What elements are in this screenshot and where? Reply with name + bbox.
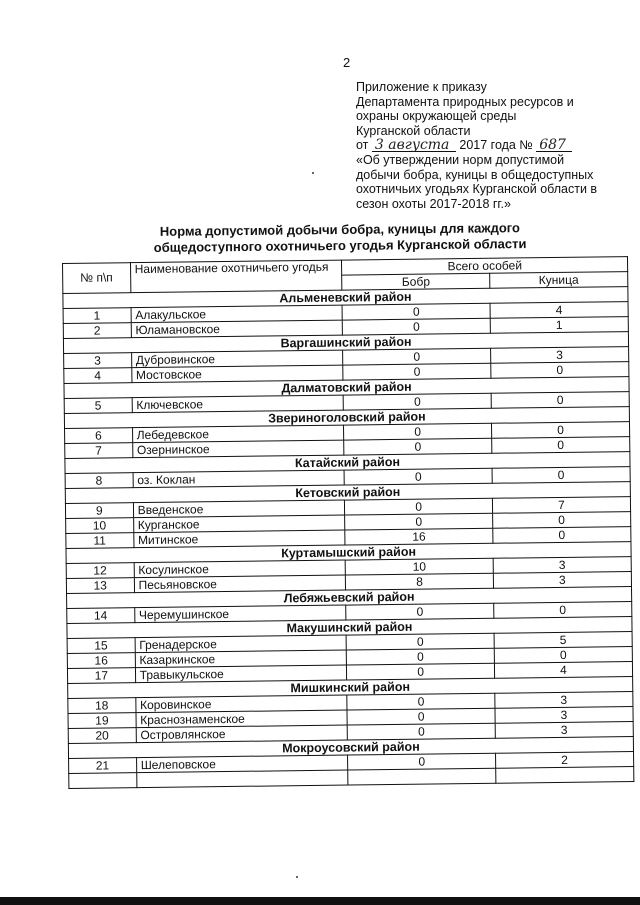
row-number: 18 <box>68 698 136 714</box>
district-name: Лебяжьевский район <box>67 587 632 609</box>
hunting-ground-name: Митинское <box>133 530 345 548</box>
beaver-quota: 0 <box>343 363 491 380</box>
beaver-quota: 0 <box>345 513 493 530</box>
hunting-ground-name: оз. Коклан <box>133 470 345 488</box>
handwritten-date: 3 августа <box>372 139 456 152</box>
marten-quota: 0 <box>492 437 630 454</box>
row-number: 3 <box>64 353 132 369</box>
row-number: 16 <box>67 653 135 669</box>
header-marten: Куница <box>490 272 628 289</box>
district-name: Макушинский район <box>67 617 632 639</box>
district-name: Катайский район <box>65 452 630 474</box>
beaver-quota: 10 <box>346 558 494 575</box>
hunting-ground-name: Лебедевское <box>132 425 344 443</box>
row-number: 21 <box>69 758 137 774</box>
header-total: Всего особей <box>342 257 628 275</box>
district-name: Далматовский район <box>64 377 629 399</box>
marten-quota: 3 <box>495 707 633 724</box>
row-number: 12 <box>66 563 134 579</box>
beaver-quota: 0 <box>348 753 496 770</box>
marten-quota: 0 <box>491 422 629 439</box>
header-num: № п\п <box>63 263 131 294</box>
district-name: Куртамышский район <box>66 542 631 564</box>
beaver-quota: 0 <box>347 708 495 725</box>
quota-table-wrapper <box>62 256 634 789</box>
beaver-quota: 0 <box>343 318 491 335</box>
marten-quota: 0 <box>494 602 632 619</box>
row-number: 7 <box>65 443 133 459</box>
marten-quota: 3 <box>493 557 631 574</box>
hunting-ground-name: Краснознаменское <box>136 710 348 728</box>
row-number: 20 <box>68 728 136 744</box>
marten-quota: 3 <box>495 692 633 709</box>
row-number: 13 <box>66 578 134 594</box>
marten-quota: 3 <box>495 722 633 739</box>
marten-quota: 2 <box>495 752 633 769</box>
beaver-quota: 8 <box>346 573 494 590</box>
marten-quota: 0 <box>493 527 631 544</box>
hunting-ground-name: Дубровинское <box>131 350 343 368</box>
hunting-ground-name: Островлянское <box>136 725 348 743</box>
handwritten-order-number: 687 <box>536 139 572 152</box>
hunting-ground-name: Курганское <box>133 515 345 533</box>
row-number: 17 <box>67 668 135 684</box>
marten-quota: 4 <box>490 302 628 319</box>
hunting-ground-name: Черемушинское <box>134 605 346 623</box>
marten-quota: 7 <box>492 497 630 514</box>
beaver-quota: 0 <box>344 468 492 485</box>
marten-quota: 4 <box>494 662 632 679</box>
beaver-quota: 0 <box>342 303 490 320</box>
marten-quota: 3 <box>493 572 631 589</box>
appendix-line: охраны окружающей среды <box>356 109 517 124</box>
beaver-quota: 0 <box>344 438 492 455</box>
hunting-ground-name: Казаркинское <box>135 650 347 668</box>
marten-quota: 5 <box>494 632 632 649</box>
appendix-line: добычи бобра, куницы в общедоступных <box>356 167 594 182</box>
hunting-ground-name: Коровинское <box>135 695 347 713</box>
row-number: 11 <box>66 533 134 549</box>
scan-speck <box>312 172 314 174</box>
scan-edge <box>0 897 640 905</box>
row-number: 15 <box>67 638 135 654</box>
marten-quota: 0 <box>491 392 629 409</box>
row-number: 10 <box>66 518 134 534</box>
district-name: Кетовский район <box>65 482 630 504</box>
appendix-line: Курганской области <box>356 123 471 138</box>
hunting-ground-name: Косулинское <box>134 560 346 578</box>
title-line: общедоступного охотничьего угодья Курганской области <box>153 236 527 255</box>
scan-speck <box>296 876 298 878</box>
header-name: Наименование охотничьего угодья <box>130 260 342 293</box>
row-number: 1 <box>63 308 131 324</box>
table-body <box>63 287 634 789</box>
beaver-quota: 16 <box>345 528 493 545</box>
appendix-line: охотничьих угодьях Курганской области в <box>356 182 598 197</box>
beaver-quota: 0 <box>344 423 492 440</box>
hunting-ground-name: Озернинское <box>132 440 344 458</box>
marten-quota: 0 <box>492 512 630 529</box>
document-title <box>150 220 530 256</box>
beaver-quota: 0 <box>343 348 491 365</box>
appendix-line: сезон охоты 2017-2018 гг.» <box>356 196 511 211</box>
hunting-ground-name: Ключевское <box>132 395 344 413</box>
appendix-line: «Об утверждении норм допустимой <box>356 152 565 167</box>
row-number: 2 <box>63 323 131 339</box>
appendix-line: Приложение к приказу <box>356 80 487 94</box>
hunting-ground-name: Песьяновское <box>134 575 346 593</box>
order-date-line <box>356 138 626 153</box>
beaver-quota: 0 <box>347 693 495 710</box>
marten-quota: 0 <box>494 647 632 664</box>
header-beaver: Бобр <box>342 273 490 290</box>
hunting-ground-name: Юламановское <box>131 320 343 338</box>
appendix-line: Департамента природных ресурсов и <box>356 94 574 109</box>
row-number: 5 <box>64 398 132 414</box>
hunting-ground-name: Гренадерское <box>135 635 347 653</box>
appendix-block <box>356 80 626 211</box>
row-number: 6 <box>65 428 133 444</box>
row-number: 9 <box>65 503 133 519</box>
hunting-ground-name: Шелеповское <box>136 755 348 773</box>
title-line: Норма допустимой добычи бобра, куницы для каждого <box>159 220 521 239</box>
beaver-quota: 0 <box>345 498 493 515</box>
order-year: 2017 года № <box>459 138 533 153</box>
hunting-ground-name: Травыкульское <box>135 665 347 683</box>
hunting-ground-name: Введенское <box>133 500 345 518</box>
district-name: Звериноголовский район <box>64 407 629 429</box>
beaver-quota: 0 <box>347 633 495 650</box>
row-number: 8 <box>65 473 133 489</box>
district-name: Альменевский район <box>63 287 628 309</box>
beaver-quota: 0 <box>347 648 495 665</box>
row-number: 14 <box>67 608 135 624</box>
beaver-quota: 0 <box>344 393 492 410</box>
marten-quota: 3 <box>490 347 628 364</box>
row-number: 19 <box>68 713 136 729</box>
district-name: Мишкинский район <box>68 677 633 699</box>
beaver-quota: 0 <box>348 723 496 740</box>
hunting-ground-name: Алакульское <box>131 305 343 323</box>
beaver-quota: 0 <box>347 663 495 680</box>
marten-quota: 1 <box>490 317 628 334</box>
marten-quota: 0 <box>491 362 629 379</box>
beaver-quota: 0 <box>346 603 494 620</box>
district-name: Мокроусовский район <box>68 737 633 759</box>
quota-table <box>62 256 634 789</box>
order-prefix: от <box>356 138 369 153</box>
marten-quota: 0 <box>492 467 630 484</box>
hunting-ground-name: Мостовское <box>131 365 343 383</box>
row-number: 4 <box>64 368 132 384</box>
district-name: Варгашинский район <box>63 332 628 354</box>
page-number: 2 <box>343 55 351 70</box>
